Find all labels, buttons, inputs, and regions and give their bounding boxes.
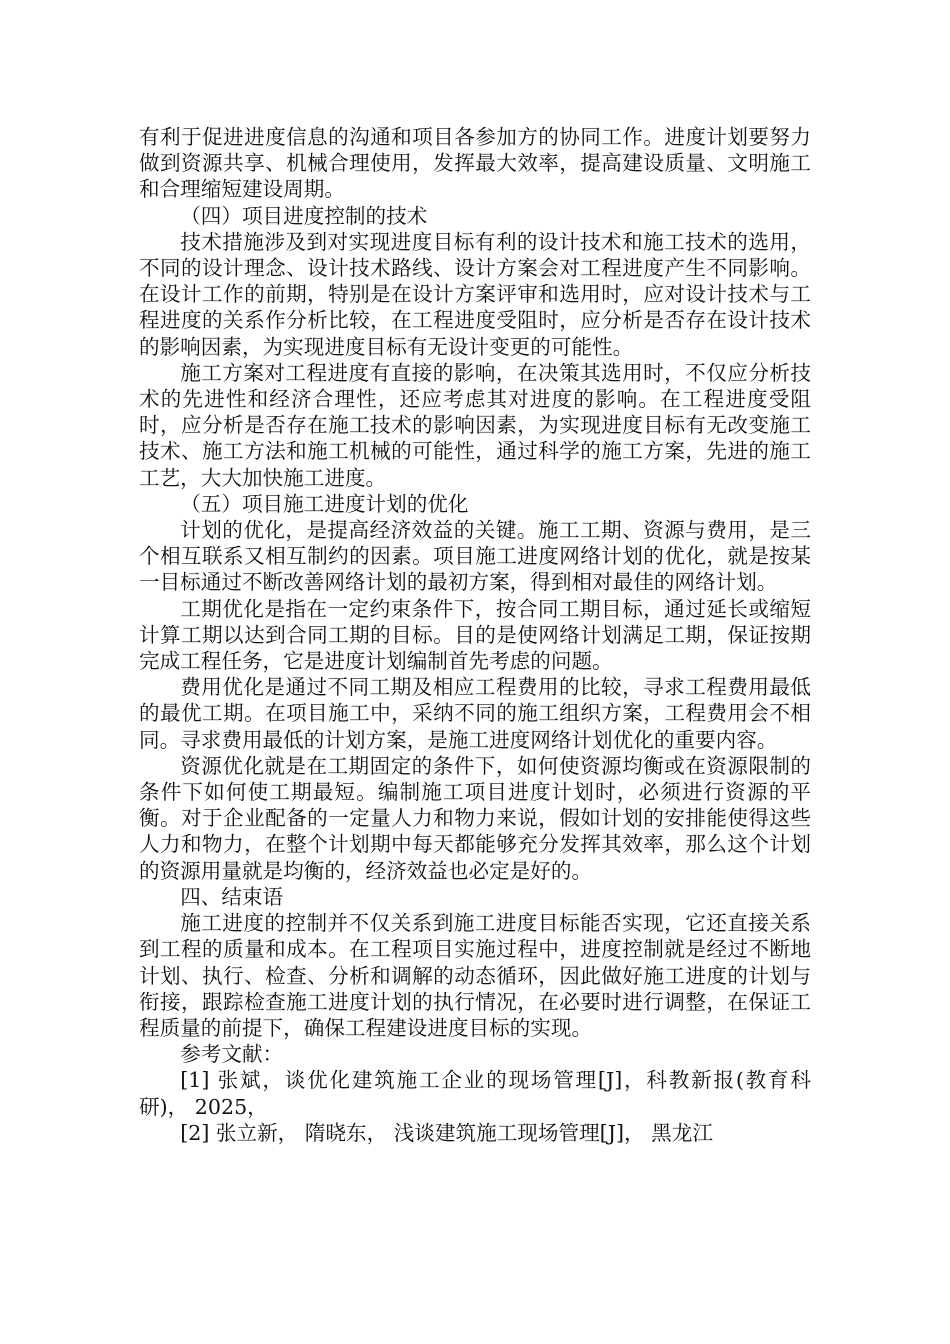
paragraph-resource-optimization: 资源优化就是在工期固定的条件下，如何使资源均衡或在资源限制的条件下如何使工期最短。编制施工项目进度计划时，必须进行资源的平衡。对于企业配备的一定量人力和物力来说，假如计划的安排能使得这些人力和物力，在整个计划期中每天都能够充分发挥其效率，那么这个计划的资源用量就是均衡的，经济效益也必定是好的。	[139, 753, 811, 883]
document-body	[139, 124, 811, 1146]
reference-item-2: [2] 张立新， 隋晓东， 浅谈建筑施工现场管理[J]， 黑龙江	[180, 1120, 713, 1145]
paragraph-conclusion: 施工进度的控制并不仅关系到施工进度目标能否实现，它还直接关系到工程的质量和成本。在工程项目实施过程中，进度控制就是经过不断地计划、执行、检查、分析和调解的动态循环，因此做好施工进度的计划与衔接，跟踪检查施工进度计划的执行情况，在必要时进行调整，在保证工程质量的前提下，确保工程建设进度目标的实现。	[139, 911, 811, 1040]
section-heading-technology: （四）项目进度控制的技术	[180, 203, 428, 228]
paragraph-cost-optimization: 费用优化是通过不同工期及相应工程费用的比较，寻求工程费用最低的最优工期。在项目施工中，采纳不同的施工组织方案，工程费用会不相同。寻求费用最低的计划方案，是施工进度网络计划优化的重要内容。	[139, 675, 811, 752]
section-heading-optimization: （五）项目施工进度计划的优化	[180, 491, 469, 516]
section-heading-conclusion: 四、结束语	[180, 884, 284, 909]
references-heading: 参考文献：	[180, 1042, 284, 1067]
paragraph-construction-plan: 施工方案对工程进度有直接的影响，在决策其选用时，不仅应分析技术的先进性和经济合理性，还应考虑其对进度的影响。在工程进度受阻时，应分析是否存在施工技术的影响因素，为实现进度目标有无改变施工技术、施工方法和施工机械的可能性，通过科学的施工方案，先进的施工工艺，大大加快施工进度。	[139, 360, 811, 490]
reference-item-1: [1] 张斌，谈优化建筑施工企业的现场管理[J]，科教新报(教育科研)， 2025，	[139, 1068, 811, 1119]
paragraph-continuation: 有利于促进进度信息的沟通和项目各参加方的协同工作。进度计划要努力做到资源共享、机械合理使用，发挥最大效率，提高建设质量、文明施工和合理缩短建设周期。	[139, 125, 811, 202]
paragraph-schedule-optimization: 工期优化是指在一定约束条件下，按合同工期目标，通过延长或缩短计算工期以达到合同工期的目标。目的是使网络计划满足工期，保证按期完成工程任务，它是进度计划编制首先考虑的问题。	[139, 596, 811, 674]
paragraph-plan-optimization: 计划的优化，是提高经济效益的关键。施工工期、资源与费用，是三个相互联系又相互制约的因素。项目施工进度网络计划的优化，就是按某一目标通过不断改善网络计划的最初方案，得到相对最佳的网络计划。	[139, 518, 811, 595]
paragraph-technical-measures: 技术措施涉及到对实现进度目标有利的设计技术和施工技术的选用，不同的设计理念、设计技术路线、设计方案会对工程进度产生不同影响。在设计工作的前期，特别是在设计方案评审和选用时，应对设计技术与工程进度的关系作分析比较，在工程进度受阻时，应分析是否存在设计技术的影响因素，为实现进度目标有无设计变更的可能性。	[139, 229, 811, 359]
